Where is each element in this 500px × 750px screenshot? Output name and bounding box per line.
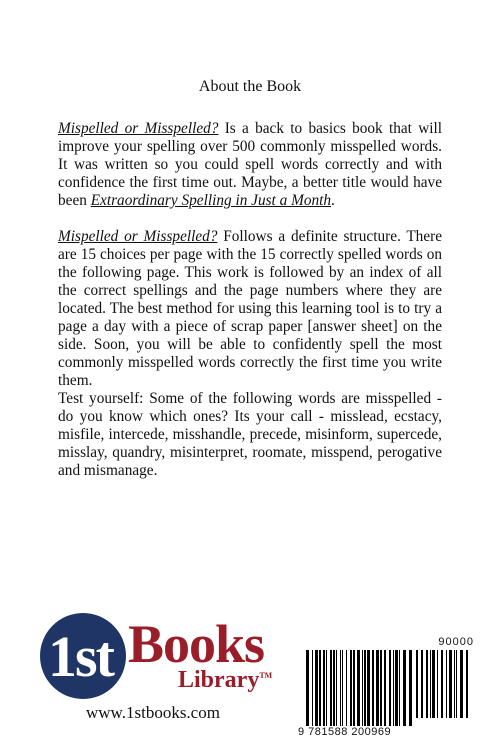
price-code: 90000	[438, 636, 474, 648]
logo-books: Books	[128, 614, 265, 674]
isbn-barcode	[306, 650, 412, 726]
barcode	[298, 636, 474, 740]
book-title: Mispelled or Misspelled?	[58, 120, 219, 137]
logo-circle	[40, 613, 126, 699]
book-title-2: Mispelled or Misspelled?	[58, 228, 218, 245]
test-paragraph: Test yourself: Some of the following words are misspelled - do you know which ones? Its your call - misslead, ecstacy, misfile, intercede, misshandle, precede, misinform, supercede, misslay, quandry, misinterpret, roomate, misspend, perogative and mismanage.	[58, 390, 442, 479]
page-title: About the Book	[198, 78, 302, 95]
intro-text: Is a back to basics book that will improve your spelling over 500 commonly misspelled words. It was written so you could spell words correctly and with confidence the first time out. Maybe, a better title would have been	[58, 120, 443, 209]
publisher-logo	[30, 605, 290, 735]
addon-barcode	[416, 650, 472, 718]
intro-end: .	[331, 192, 335, 209]
alt-title: Extraordinary Spelling in Just a Month	[90, 192, 332, 209]
logo-library-text: Library	[178, 667, 260, 693]
structure-paragraph	[58, 228, 442, 390]
logo-library	[178, 667, 272, 694]
isbn-digits: 9 781588 200969	[298, 726, 392, 738]
logo-tm: TM	[259, 671, 273, 680]
intro-paragraph	[58, 120, 442, 210]
publisher-url: www.1stbooks.com	[86, 703, 220, 722]
structure-text: Follows a definite structure. There are 15 choices per page with the 15 correctly spelled words on the following page. This work is followed by an index of all the correct spellings and the page numbers where they are located. The best method for using this learning tool is to try a page a day with a piece of scrap paper [answer sheet] on the side. Soon, you will be able to confidently spell the most commonly misspelled words correctly the first time you write them.	[58, 228, 442, 389]
logo-1st: 1st	[48, 624, 113, 689]
